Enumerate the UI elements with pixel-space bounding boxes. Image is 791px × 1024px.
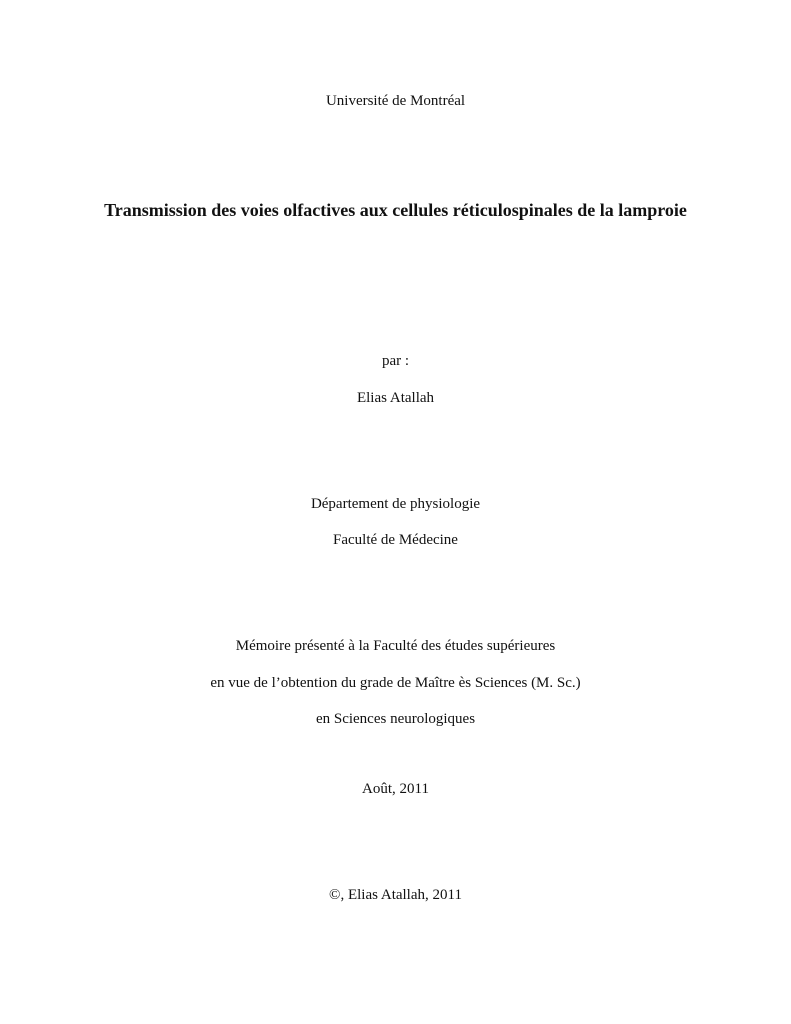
submission-line-1: Mémoire présenté à la Faculté des études supérieures (235, 638, 556, 654)
submission-line-3: en Sciences neurologiques (315, 711, 476, 727)
submission-date: Août, 2011 (362, 781, 429, 797)
thesis-title: Transmission des voies olfactives aux cellules réticulospinales de la lamproie (104, 200, 687, 220)
department-name: Département de physiologie (310, 496, 481, 512)
author-name: Elias Atallah (356, 390, 435, 406)
faculty-name: Faculté de Médecine (333, 532, 458, 548)
institution-name: Université de Montréal (325, 93, 466, 109)
submission-line-2: en vue de l’obtention du grade de Maître ès Sciences (M. Sc.) (210, 675, 581, 691)
by-label: par : (381, 353, 410, 369)
copyright-notice: ©, Elias Atallah, 2011 (329, 887, 462, 903)
